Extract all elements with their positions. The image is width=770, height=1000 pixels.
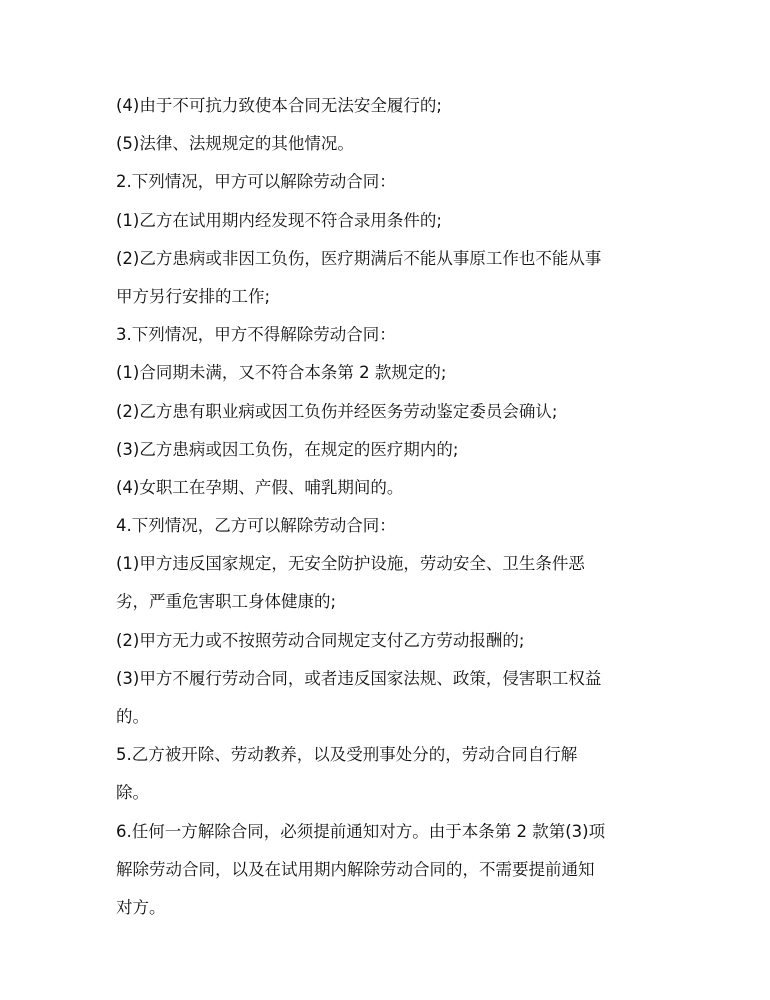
- text-line: 劣，严重危害职工身体健康的;: [116, 592, 337, 612]
- text-line: (4)女职工在孕期、产假、哺乳期间的。: [116, 477, 404, 497]
- text-line: (1)甲方违反国家规定，无安全防护设施，劳动安全、卫生条件恶: [116, 554, 585, 574]
- text-line: (5)法律、法规规定的其他情况。: [116, 134, 354, 154]
- text-line: (4)由于不可抗力致使本合同无法安全履行的;: [116, 96, 442, 115]
- text-line: 的。: [116, 707, 149, 726]
- text-line: 解除劳动合同，以及在试用期内解除劳动合同的，不需要提前通知: [116, 859, 595, 879]
- text-line: (2)乙方患病或非因工负伤，医疗期满后不能从事原工作也不能从事: [116, 248, 602, 268]
- text-line: 对方。: [116, 897, 166, 917]
- text-line: (3)甲方不履行劳动合同，或者违反国家法规、政策，侵害职工权益: [116, 668, 602, 688]
- text-line: 6.任何一方解除合同，必须提前通知对方。由于本条第 2 款第(3)项: [116, 821, 606, 841]
- text-line: 除。: [116, 783, 149, 803]
- text-line: 3.下列情况，甲方不得解除劳动合同：: [116, 325, 396, 345]
- text-line: 2.下列情况，甲方可以解除劳动合同：: [116, 172, 396, 192]
- text-line: (1)乙方在试用期内经发现不符合录用条件的;: [116, 210, 442, 230]
- text-line: (2)甲方无力或不按照劳动合同规定支付乙方劳动报酬的;: [116, 630, 525, 650]
- text-line: 4.下列情况，乙方可以解除劳动合同：: [116, 516, 396, 536]
- text-line: 5.乙方被开除、劳动教养，以及受刑事处分的，劳动合同自行解: [116, 745, 578, 765]
- text-line: (2)乙方患有职业病或因工负伤并经医务劳动鉴定委员会确认;: [116, 401, 558, 421]
- document-body: [116, 87, 661, 927]
- text-line: 甲方另行安排的工作;: [116, 286, 271, 306]
- text-line: (3)乙方患病或因工负伤，在规定的医疗期内的;: [116, 439, 459, 459]
- text-line: (1)合同期未满，又不符合本条第 2 款规定的;: [116, 363, 447, 383]
